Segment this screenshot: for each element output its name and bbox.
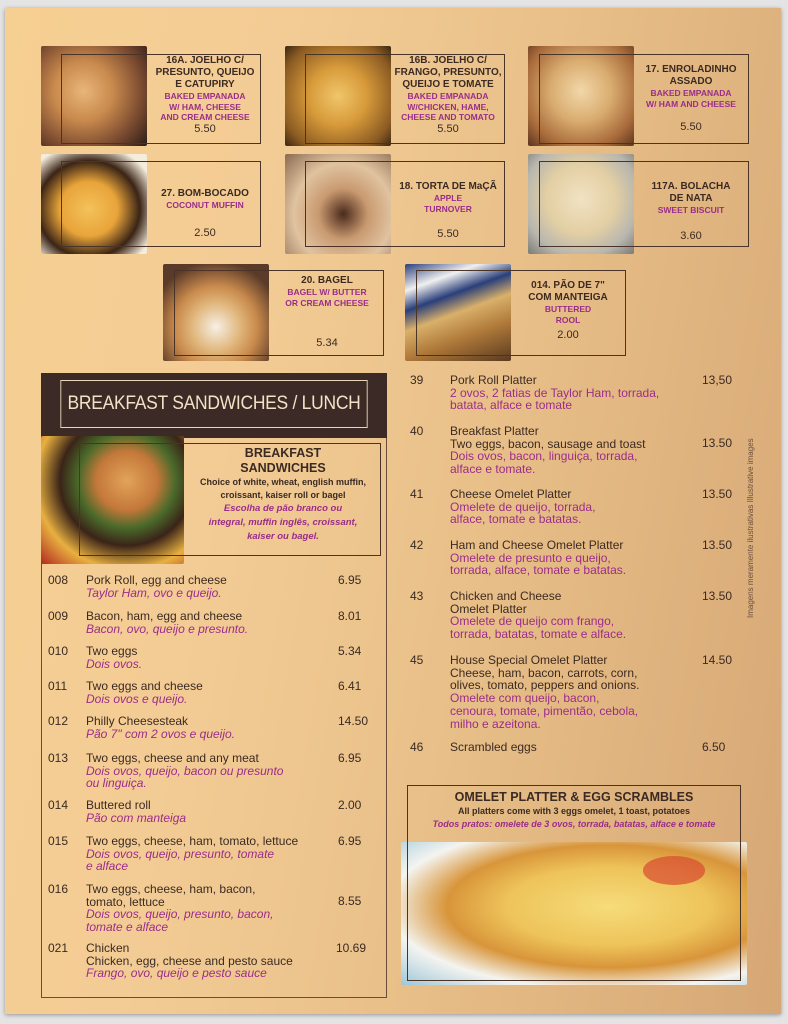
pastry-price: 2.00 <box>557 329 579 341</box>
omelet-title: OMELET PLATTER & EGG SCRAMBLES <box>454 790 694 804</box>
pastry-caption-17: 17. ENROLADINHO ASSADO BAKED EMPANADA W/ HAM AND CHEESE 5.50 <box>635 64 747 133</box>
pastry-caption-014: 014. PÃO DE 7" COM MANTEIGA BUTTERED ROOL 2.00 <box>511 280 625 341</box>
pastry-price: 3.60 <box>680 229 702 242</box>
pastry-caption-16a: 16A. JOELHO C/ PRESUNTO, QUEIJO E CATUPIRY BAKED EMPANADA W/ HAM, CHEESE AND CREAM CHEESE 5.50 <box>151 55 259 135</box>
pastry-caption-16b: 16B. JOELHO C/ FRANGO, PRESUNTO, QUEIJO E TOMATE BAKED EMPANADA W/CHICKEN, HAME, CHEESE AND TOMATO 5.50 <box>394 55 502 135</box>
pastry-price: 5.50 <box>194 122 216 135</box>
pastry-price: 5.50 <box>437 122 459 135</box>
pastry-caption-18: 18. TORTA DE MaÇÃ APPLE TURNOVER 5.50 <box>393 181 503 240</box>
pastry-price: 5.50 <box>437 228 459 240</box>
pastry-caption-117a: 117A. BOLACHA DE NATA SWEET BISCUIT 3.60 <box>635 181 747 242</box>
omelet-photo-frame <box>407 842 741 981</box>
menu-page: 16A. JOELHO C/ PRESUNTO, QUEIJO E CATUPIRY BAKED EMPANADA W/ HAM, CHEESE AND CREAM CHEESE 5.50 16B. JOELHO C/ FRANGO, PRESUNTO, QUEIJO E TOMATE BAKED EMPANADA W/CHICKEN, HAME, CHEESE AND TOMATO 5.50 17. ENROLADINHO ASSADO BAKED EMPANADA W/ HAM AND CHEESE 5.50 27. BOM-BOCADO COCONUT MUFFIN 2.50 18. TORTA DE MaÇÃ APPLE TURNOVER 5.50 117A. BOLACHA DE NATA SWEET BISCUIT 3.60 20. BAGEL BAGEL W/ BUTTER OR CREAM CHEESE 5.34 014. PÃO DE 7" COM MANTEIGA BUTTERED ROOL 2.00 BREAKFAST SANDWICHES / LUNCH BREAKFAST SANDWICHES Choice of white, wheat, english muffin, croissant, kaiser roll or bagel Escolha de pão branco ou integral, muffin inglês, croissant, kaiser ou bagel. 008 Pork Roll, egg and cheese Taylor Ham, ovo e queijo. 6.95 009 Bacon, ham, egg and cheese Bacon, ovo, queijo e presunto. 8.01 010 Two eggs Dois ovos. 5.34 011 Two eggs and cheese Dois ovos e queijo. 6.41 012 Philly Cheesesteak Pão 7" com 2 ovos e queijo. 14.50 013 Two eggs, cheese and any meat Dois ovos, queijo, bacon ou presunto ou linguiça. 6.95 014 Buttered roll Pão com manteiga 2.00 015 Two eggs, cheese, ham, tomato, lettuce Dois ovos, queijo, presunto, tomate e alface 6.95 016 Two eggs, cheese, ham, bacon, tomato, lettuce Dois ovos, queijo, presunto, bacon, tomate e alface 8.55 021 Chicken Chicken, egg, cheese and pesto sauce Frango, ovo, queijo e pesto sauce 10.69 39 Pork Roll Platter 2 ovos, 2 fatias de Taylor Ham, torrada, batata, alface e tomate 13,50 40 Breakfast Platter Two eggs, bacon, sausage and toast Dois ovos, bacon, linguiça, torrada, alface e tomate. 13.50 41 Cheese Omelet Platter Omelete de queijo, torrada, alface, tomate e batatas. 13.50 42 Ham and Cheese Omelet Platter Omelete de presunto e queijo, torrada, alface, tomate e batatas. 13.50 43 Chicken and Cheese Omelet Platter Omelete de queijo com frango, torrada, batatas, tomate e alface. 13.50 45 House Special Omelet Platter Cheese, ham, bacon, carrots, corn, olives, tomato, peppers and onions. Omelete com queijo, bacon, cenoura, tomate, pimentão, cebola, milho e azeitona. 14.50 46 Scrambled eggs 6.50 OMELET PLATTER & EGG SCRAMBLES All platters come with 3 eggs omelet, 1 toast, potatoes Todos pratos: omelete de 3 ovos, torrada, batatas, alface e tomate Imagens meramente ilustrativas Illustrative images <box>5 8 781 1014</box>
pastry-caption-27: 27. BOM-BOCADO COCONUT MUFFIN 2.50 <box>151 188 259 239</box>
pastry-price: 5.50 <box>680 121 702 133</box>
omelet-info: OMELET PLATTER & EGG SCRAMBLES All platters come with 3 eggs omelet, 1 toast, potatoes Todos pratos: omelete de 3 ovos, torrada, batatas, alface e tomate <box>407 789 741 831</box>
disclaimer: Imagens meramente ilustrativas Illustrative images <box>746 438 755 618</box>
pastry-caption-20: 20. BAGEL BAGEL W/ BUTTER OR CREAM CHEESE 5.34 <box>271 275 383 349</box>
breakfast-section-header <box>41 373 387 438</box>
section-title: BREAKFAST SANDWICHES / LUNCH <box>67 393 361 414</box>
pastry-price: 5.34 <box>316 337 338 349</box>
breakfast-intro: BREAKFAST SANDWICHES Choice of white, wheat, english muffin, croissant, kaiser roll or bagel Escolha de pão branco ou integral, muffin inglês, croissant, kaiser ou bagel. <box>199 446 366 542</box>
pastry-price: 2.50 <box>194 226 216 239</box>
